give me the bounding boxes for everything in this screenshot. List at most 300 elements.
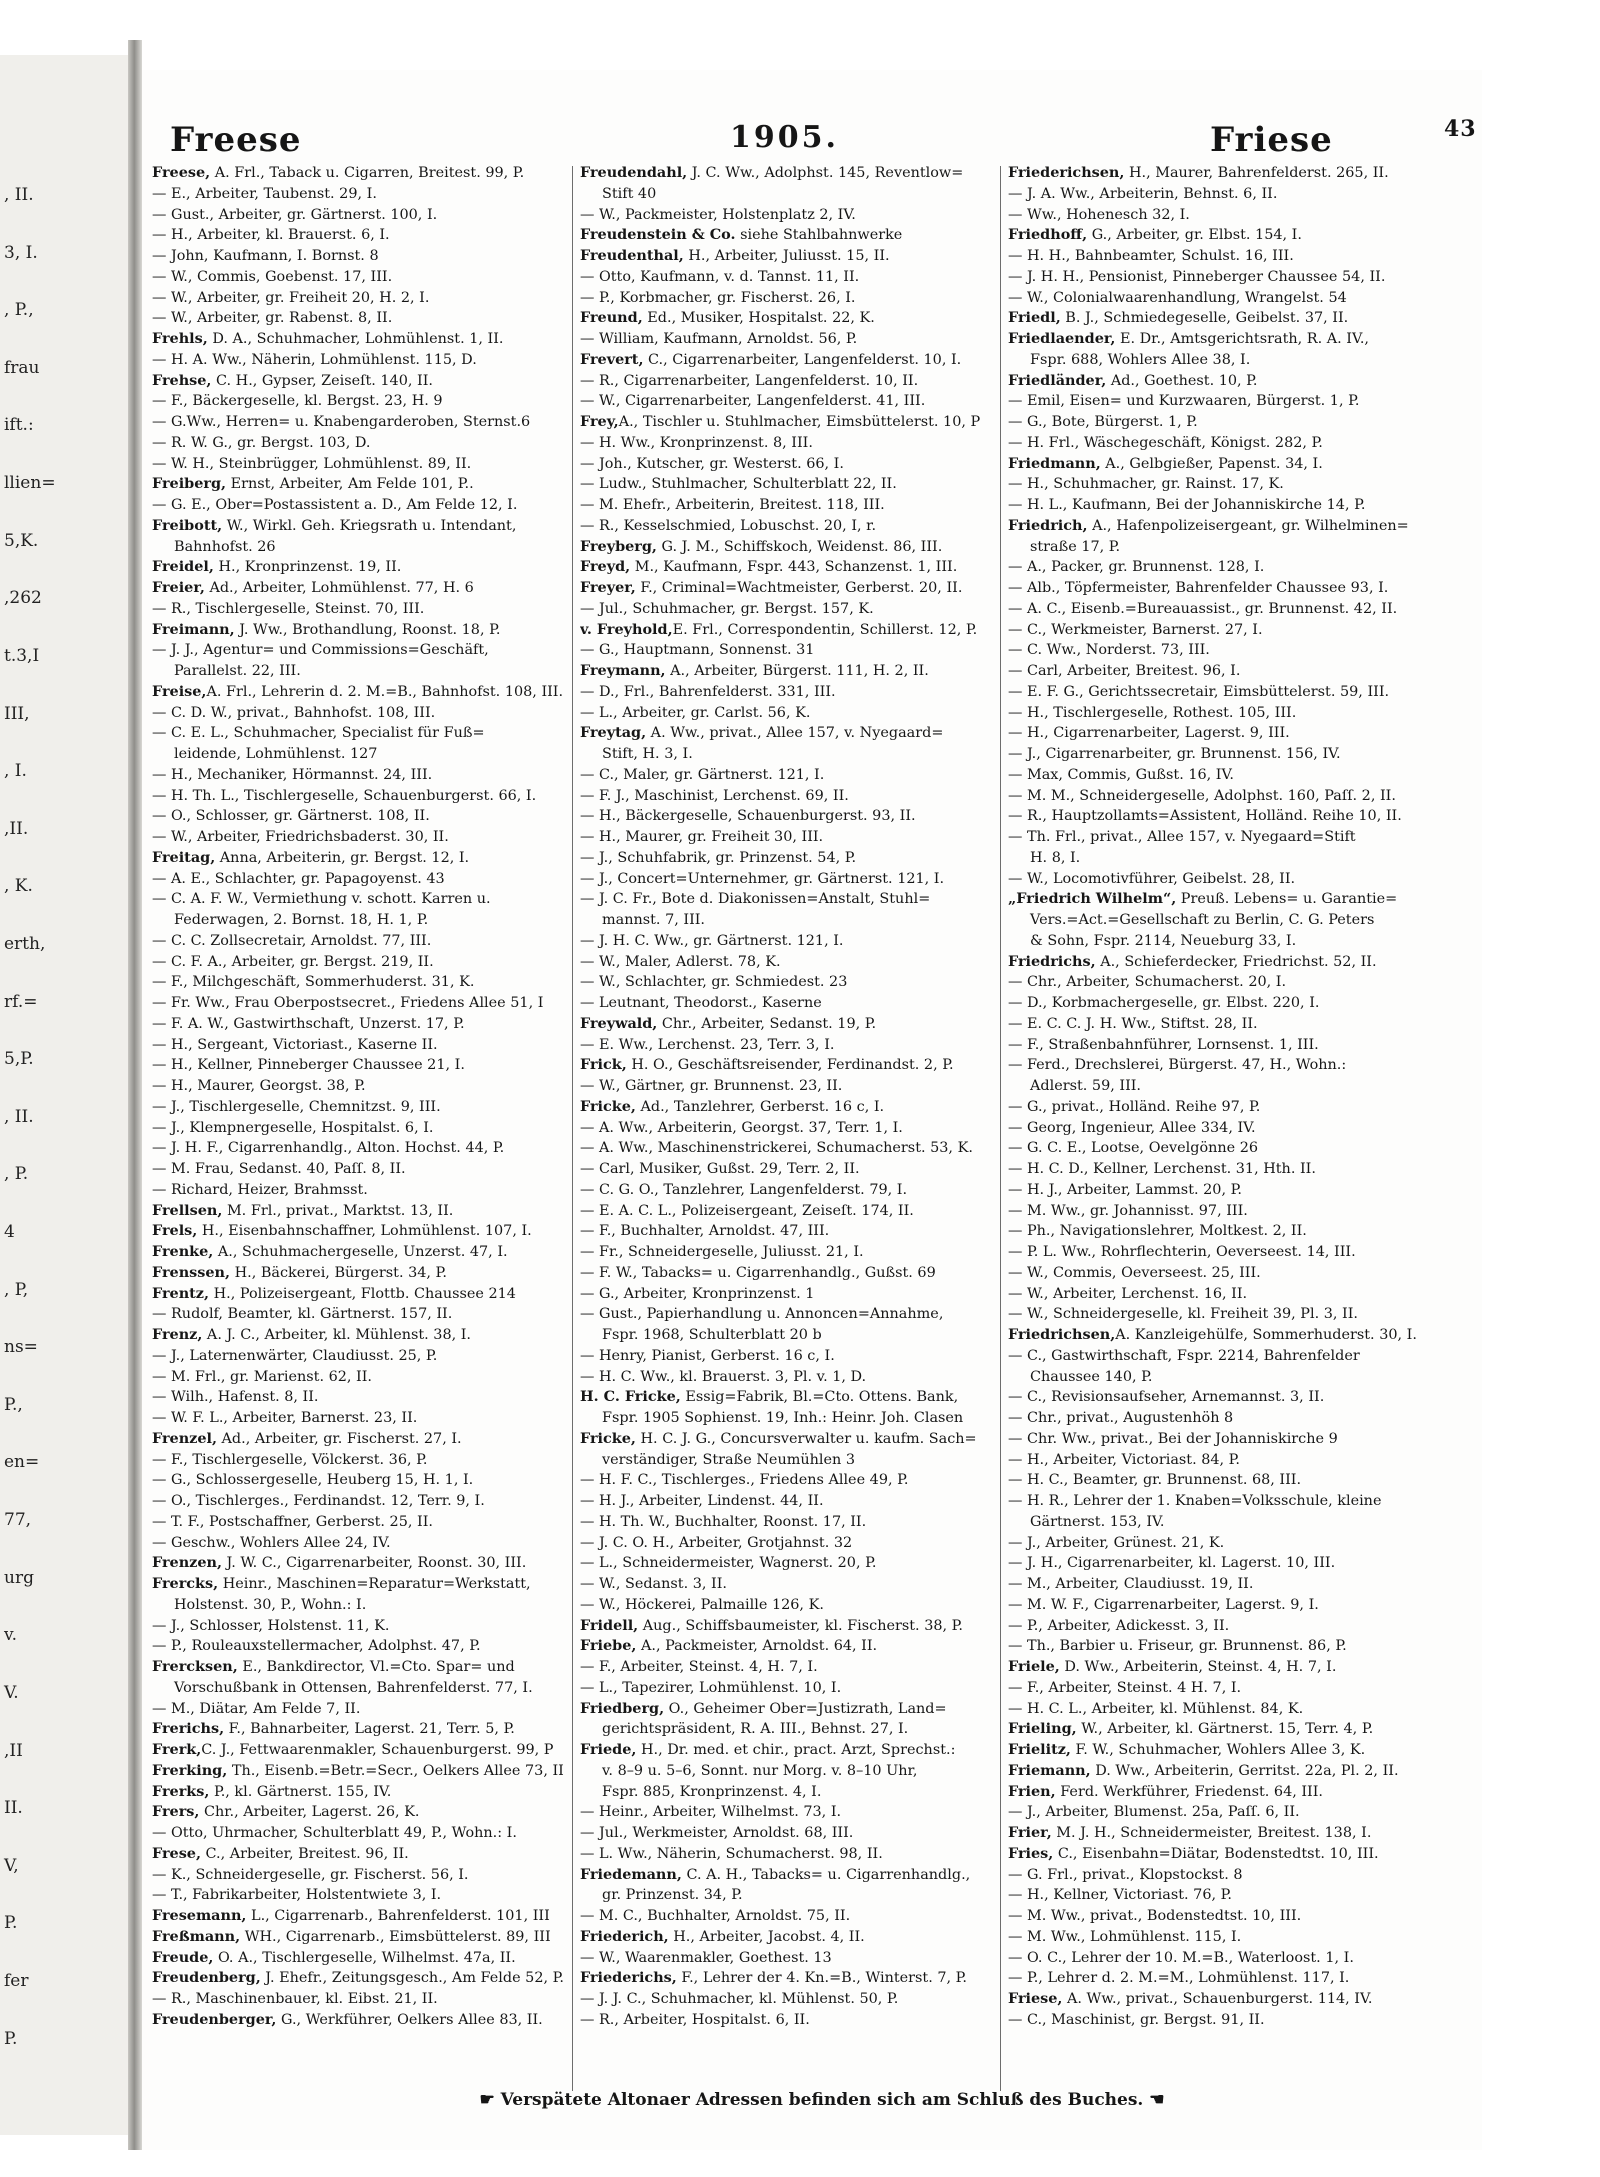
- directory-entry-head: [1008, 1782, 1423, 1803]
- surname: Frerk,: [152, 1741, 202, 1758]
- directory-entry: [1008, 1159, 1423, 1180]
- entry-text: — W., Colonialwaarenhandlung, Wrangelst. 54: [1008, 289, 1347, 306]
- entry-text: — J. H. H., Pensionist, Pinneberger Chaussee 54, II.: [1008, 268, 1386, 285]
- entry-text: — R., Cigarrenarbeiter, Langenfelderst. 10, II.: [580, 372, 919, 389]
- directory-entry-head: [152, 1719, 567, 1740]
- directory-entry: [152, 786, 567, 807]
- surname: Freudenberger,: [152, 2010, 277, 2028]
- entry-text: — H., Cigarrenarbeiter, Lagerst. 9, III.: [1008, 725, 1290, 742]
- directory-entry: [1008, 661, 1423, 682]
- entry-text: — L., Schneidermeister, Wagnerst. 20, P.: [580, 1555, 877, 1572]
- directory-entry-head: [152, 1927, 567, 1948]
- entry-text: — H. Ww., Kronprinzenst. 8, III.: [580, 434, 813, 451]
- entry-text: — C., Revisionsaufseher, Arnemannst. 3, II.: [1008, 1389, 1325, 1406]
- entry-text: A., Gelbgießer, Papenst. 34, I.: [1100, 455, 1323, 472]
- directory-entry: [152, 744, 567, 765]
- entry-text: E. Dr., Amtsgerichtsrath, R. A. IV.,: [1115, 331, 1369, 347]
- directory-entry: [1008, 1242, 1423, 1263]
- entry-text: — Gust., Papierhandlung u. Annoncen=Annahme,: [580, 1306, 944, 1323]
- entry-text: Holstenst. 30, P., Wohn.: I.: [174, 1596, 367, 1613]
- entry-text: — L., Tapezirer, Lohmühlenst. 10, I.: [580, 1679, 842, 1696]
- surname: Freidel,: [152, 558, 214, 576]
- left-page-fragment: , K.: [4, 876, 33, 897]
- entry-text: — M. Ww., gr. Johannisst. 97, III.: [1008, 1202, 1248, 1219]
- directory-entry: [152, 1159, 567, 1180]
- directory-entry: [1008, 2010, 1423, 2031]
- surname: Freibott,: [152, 516, 223, 534]
- entry-text: — C., Gastwirthschaft, Fspr. 2214, Bahrenfelder: [1008, 1347, 1360, 1364]
- directory-entry: [152, 910, 567, 931]
- entry-text: — Wilh., Hafenst. 8, II.: [152, 1389, 319, 1406]
- entry-text: — M. Ww., privat., Bodenstedtst. 10, III.: [1008, 1908, 1302, 1924]
- directory-entry-head: [1008, 454, 1423, 475]
- entry-text: F., Bahnarbeiter, Lagerst. 21, Terr. 5, P.: [224, 1721, 515, 1738]
- directory-entry: [1008, 1574, 1423, 1595]
- entry-text: — O., Schlosser, gr. Gärtnerst. 108, II.: [152, 808, 430, 825]
- directory-entry: [1008, 1367, 1423, 1388]
- left-page-fragment: en=: [4, 1452, 40, 1473]
- directory-entry: [152, 806, 567, 827]
- entry-text: & Sohn, Fspr. 2114, Neueburg 33, I.: [1030, 932, 1297, 949]
- directory-entry: [580, 1595, 995, 1616]
- entry-text: — E. F. G., Gerichtssecretair, Eimsbüttelerst. 59, III.: [1008, 683, 1390, 700]
- left-page-fragment: P.: [4, 1913, 18, 1934]
- entry-text: Chr., Arbeiter, Lagerst. 26, K.: [199, 1804, 420, 1821]
- directory-entry: [1008, 599, 1423, 620]
- entry-text: — F., Arbeiter, Steinst. 4 H. 7, I.: [1008, 1679, 1242, 1696]
- entry-text: — W., Waarenmakler, Goethest. 13: [580, 1949, 832, 1966]
- surname: Freiberg,: [152, 475, 227, 493]
- directory-entry: [152, 412, 567, 433]
- surname: Fridell,: [580, 1616, 639, 1634]
- entry-text: Parallelst. 22, III.: [174, 663, 301, 679]
- directory-entry-head: [580, 1968, 995, 1989]
- directory-entry: [580, 910, 995, 931]
- left-page-fragment: , II.: [4, 185, 34, 205]
- surname: Frieling,: [1008, 1720, 1077, 1738]
- entry-text: — A. C., Eisenb.=Bureauassist., gr. Brunnenst. 42, II.: [1008, 600, 1398, 617]
- left-page-fragment: , I.: [4, 761, 27, 782]
- entry-text: — F., Milchgeschäft, Sommerhuderst. 31, K.: [152, 974, 475, 991]
- entry-text: — H. A. Ww., Näherin, Lohmühlenst. 115, D.: [152, 351, 477, 368]
- surname: Friedberg,: [580, 1699, 665, 1717]
- directory-entry: [1008, 806, 1423, 827]
- entry-text: — C. C. Zollsecretair, Arnoldst. 77, III.: [152, 932, 432, 949]
- directory-entry: [580, 391, 995, 412]
- entry-text: — J., Arbeiter, Grünest. 21, K.: [1008, 1534, 1225, 1551]
- entry-text: Federwagen, 2. Bornst. 18, H. 1, P.: [174, 912, 429, 928]
- directory-entry: [152, 661, 567, 682]
- directory-entry: [580, 806, 995, 827]
- entry-text: — Chr., privat., Augustenhöh 8: [1008, 1410, 1234, 1426]
- directory-entry: [152, 1533, 567, 1554]
- directory-entry-head: [580, 1865, 995, 1886]
- entry-text: — W., Schneidergeselle, kl. Freiheit 39, Pl. 3, II.: [1008, 1306, 1358, 1323]
- directory-entry: [1008, 205, 1423, 226]
- entry-text: H. 8, I.: [1030, 849, 1081, 866]
- entry-text: — W., Maler, Adlerst. 78, K.: [580, 953, 781, 970]
- directory-entry: [1008, 1263, 1423, 1284]
- entry-text: — Henry, Pianist, Gerberst. 16 c, I.: [580, 1347, 835, 1364]
- directory-entry: [580, 1284, 995, 1305]
- directory-entry-head: [152, 1740, 567, 1761]
- entry-text: Aug., Schiffsbaumeister, kl. Fischerst. 38, P.: [638, 1617, 963, 1634]
- directory-entry: [1008, 1304, 1423, 1325]
- entry-text: — Th. Frl., privat., Allee 157, v. Nyegaard=Stift: [1008, 829, 1356, 845]
- entry-text: — M. W. F., Cigarrenarbeiter, Lagerst. 9, I.: [1008, 1596, 1319, 1613]
- entry-text: — C. Ww., Norderst. 73, III.: [1008, 642, 1210, 659]
- entry-text: Ernst, Arbeiter, Am Felde 101, P..: [226, 476, 474, 493]
- directory-entry: [152, 1118, 567, 1139]
- directory-entry: [152, 765, 567, 786]
- directory-entry: [580, 1885, 995, 1906]
- left-page-fragment: ,262: [4, 588, 42, 609]
- entry-text: H., Bäckerei, Bürgerst. 34, P.: [230, 1264, 447, 1281]
- directory-entry-head: [152, 1242, 567, 1263]
- directory-entry: [580, 1408, 995, 1429]
- surname: Friedländer,: [1008, 371, 1107, 389]
- entry-text: Chr., Arbeiter, Sedanst. 19, P.: [657, 1015, 877, 1032]
- surname: Freywald,: [580, 1014, 658, 1032]
- directory-entry: [580, 765, 995, 786]
- entry-text: Gärtnerst. 153, IV.: [1030, 1513, 1165, 1530]
- entry-text: — J. A. Ww., Arbeiterin, Behnst. 6, II.: [1008, 185, 1278, 202]
- surname: Frenssen,: [152, 1263, 230, 1281]
- entry-text: P., kl. Gärtnerst. 155, IV.: [209, 1783, 392, 1800]
- directory-entry: [1008, 1180, 1423, 1201]
- entry-text: C., Cigarrenarbeiter, Langenfelderst. 10, I.: [643, 351, 962, 368]
- directory-entry: [152, 1595, 567, 1616]
- entry-text: — Otto, Uhrmacher, Schulterblatt 49, P., Wohn.: I.: [152, 1825, 517, 1841]
- directory-entry: [580, 1076, 995, 1097]
- surname: Friedlaender,: [1008, 330, 1116, 347]
- directory-entry-head: [580, 1387, 995, 1408]
- directory-entry-head: [1008, 516, 1423, 537]
- surname: Frier,: [1008, 1824, 1052, 1841]
- entry-text: — H., Maurer, gr. Freiheit 30, III.: [580, 829, 824, 845]
- column-3: [1008, 163, 1423, 2031]
- entry-text: straße 17, P.: [1030, 538, 1121, 555]
- entry-text: B. J., Schmiedegeselle, Geibelst. 37, II.: [1060, 310, 1349, 327]
- entry-text: — M., Arbeiter, Claudiusst. 19, II.: [1008, 1576, 1254, 1592]
- directory-entry-head: [580, 163, 995, 184]
- entry-text: M., Kaufmann, Fspr. 443, Schanzenst. 1, III.: [630, 559, 958, 576]
- surname: Friedmann,: [1008, 454, 1101, 472]
- surname: Frevert,: [580, 350, 644, 368]
- directory-entry: [1008, 1968, 1423, 1989]
- directory-entry: [152, 454, 567, 475]
- directory-entry-head: [580, 1740, 995, 1761]
- entry-text: — R., Tischlergeselle, Steinst. 70, III.: [152, 600, 425, 617]
- directory-entry: [580, 371, 995, 392]
- entry-text: Bahnhofst. 26: [174, 538, 276, 555]
- directory-entry: [152, 1387, 567, 1408]
- directory-entry: [152, 599, 567, 620]
- entry-text: — Chr. Ww., privat., Bei der Johanniskirche 9: [1008, 1430, 1338, 1447]
- entry-text: — Max, Commis, Gußst. 16, IV.: [1008, 766, 1234, 783]
- right-running-header: Friese: [1210, 120, 1333, 160]
- directory-entry: [152, 889, 567, 910]
- directory-entry: [152, 1616, 567, 1637]
- surname: Frercks,: [152, 1575, 219, 1592]
- entry-text: Vorschußbank in Ottensen, Bahrenfelderst. 77, I.: [174, 1679, 533, 1696]
- directory-entry: [580, 972, 995, 993]
- entry-text: — W., Gärtner, gr. Brunnenst. 23, II.: [580, 1078, 843, 1094]
- entry-text: H., Arbeiter, Jacobst. 4, II.: [668, 1928, 865, 1945]
- directory-entry: [1008, 1097, 1423, 1118]
- directory-entry: [580, 786, 995, 807]
- left-page-fragment: V.: [4, 1682, 19, 1703]
- entry-text: F., Lehrer der 4. Kn.=B., Winterst. 7, P.: [676, 1970, 967, 1987]
- surname: Frielitz,: [1008, 1741, 1071, 1758]
- directory-entry: [580, 1221, 995, 1242]
- entry-text: gerichtspräsident, R. A. III., Behnst. 27, I.: [602, 1721, 909, 1738]
- directory-entry: [1008, 1201, 1423, 1222]
- entry-text: — H. Frl., Wäschegeschäft, Königst. 282, P.: [1008, 434, 1323, 451]
- directory-entry: [1008, 1533, 1423, 1554]
- entry-text: A., Schuhmachergeselle, Unzerst. 47, I.: [213, 1244, 508, 1260]
- directory-entry-head: [580, 1616, 995, 1637]
- directory-entry: [580, 1346, 995, 1367]
- surname: Friedhoff,: [1008, 226, 1088, 244]
- surname: Fricke,: [580, 1429, 636, 1447]
- directory-entry-head: [152, 1968, 567, 1989]
- directory-entry-head: [152, 1657, 567, 1678]
- entry-text: A. Ww., privat., Allee 157, v. Nyegaard=: [646, 725, 944, 742]
- directory-entry-head: [152, 1761, 567, 1782]
- entry-text: — C. A. F. W., Vermiethung v. schott. Karren u.: [152, 891, 491, 908]
- entry-text: Stift 40: [602, 185, 657, 202]
- directory-entry: [580, 1263, 995, 1284]
- entry-text: Fspr. 1905 Sophienst. 19, Inh.: Heinr. Joh. Clasen: [602, 1410, 964, 1426]
- entry-text: — M. Ww., Lohmühlenst. 115, I.: [1008, 1928, 1242, 1945]
- entry-text: — H., Arbeiter, kl. Brauerst. 6, I.: [152, 227, 390, 244]
- directory-entry: [152, 1055, 567, 1076]
- directory-entry: [1008, 1076, 1423, 1097]
- surname: Freyer,: [580, 579, 636, 596]
- surname: Friederich,: [580, 1927, 669, 1945]
- surname: Frerks,: [152, 1782, 210, 1800]
- entry-text: — H., Sergeant, Victoriast., Kaserne II.: [152, 1036, 438, 1053]
- entry-text: — John, Kaufmann, I. Bornst. 8: [152, 248, 379, 264]
- directory-entry: [1008, 474, 1423, 495]
- directory-entry: [152, 1097, 567, 1118]
- directory-entry: [152, 1989, 567, 2010]
- directory-entry: [1008, 1138, 1423, 1159]
- entry-text: — P., Arbeiter, Adickesst. 3, II.: [1008, 1617, 1230, 1634]
- directory-entry: [580, 1678, 995, 1699]
- entry-text: — C., Werkmeister, Barnerst. 27, I.: [1008, 621, 1263, 638]
- entry-text: — Otto, Kaufmann, v. d. Tannst. 11, II.: [580, 268, 860, 285]
- directory-entry: [1008, 869, 1423, 890]
- entry-text: — W., Arbeiter, Lerchenst. 16, II.: [1008, 1285, 1248, 1302]
- entry-text: A., Packmeister, Arnoldst. 64, II.: [636, 1638, 878, 1655]
- directory-entry-head: [1008, 163, 1423, 184]
- surname: Freudenberg,: [152, 1969, 261, 1987]
- directory-entry: [1008, 184, 1423, 205]
- column-divider: [1000, 166, 1001, 2091]
- directory-entry: [152, 1450, 567, 1471]
- directory-entry-head: [152, 1284, 567, 1305]
- directory-entry: [580, 1325, 995, 1346]
- directory-entry: [1008, 1927, 1423, 1948]
- surname: Frehse,: [152, 371, 212, 389]
- entry-text: — H., Mechaniker, Hörmannst. 24, III.: [152, 766, 433, 783]
- entry-text: — Emil, Eisen= und Kurzwaaren, Bürgerst. 1, P.: [1008, 393, 1360, 410]
- surname: Freudenstein & Co.: [580, 226, 736, 244]
- directory-entry: [580, 516, 995, 537]
- directory-entry: [580, 640, 995, 661]
- directory-entry: [1008, 1595, 1423, 1616]
- entry-text: — F., Straßenbahnführer, Lornsenst. 1, III.: [1008, 1036, 1319, 1053]
- entry-text: — K., Schneidergeselle, gr. Fischerst. 56, I.: [152, 1866, 469, 1883]
- entry-text: v. 8–9 u. 5–6, Sonnt. nur Morg. v. 8–10 Uhr,: [602, 1762, 918, 1779]
- directory-entry: [152, 640, 567, 661]
- surname: Freitag,: [152, 848, 216, 866]
- directory-entry: [580, 1989, 995, 2010]
- directory-entry: [580, 1657, 995, 1678]
- directory-entry: [1008, 972, 1423, 993]
- left-page-fragment: fer: [4, 1970, 29, 1991]
- left-running-header: Freese: [170, 120, 302, 160]
- entry-text: siehe Stahlbahnwerke: [735, 227, 903, 244]
- entry-text: — C., Maschinist, gr. Bergst. 91, II.: [1008, 2011, 1265, 2028]
- entry-text: — F. J., Maschinist, Lerchenst. 69, II.: [580, 787, 849, 804]
- entry-text: — A. E., Schlachter, gr. Papagoyenst. 43: [152, 870, 445, 887]
- entry-text: A. Frl., Lehrerin d. 2. M.=B., Bahnhofst. 108, III.: [206, 683, 564, 700]
- directory-entry: [580, 329, 995, 350]
- directory-entry: [1008, 910, 1423, 931]
- entry-text: — G., privat., Holländ. Reihe 97, P.: [1008, 1098, 1261, 1115]
- surname: Freudendahl,: [580, 164, 688, 181]
- directory-entry: [580, 1470, 995, 1491]
- entry-text: Ad., Arbeiter, gr. Fischerst. 27, I.: [216, 1430, 462, 1447]
- directory-entry-head: [152, 474, 567, 495]
- entry-text: — H. C. L., Arbeiter, kl. Mühlenst. 84, K.: [1008, 1700, 1304, 1717]
- entry-text: C., Eisenbahn=Diätar, Bodenstedtst. 10, III.: [1053, 1845, 1379, 1862]
- surname: Frenz,: [152, 1326, 203, 1343]
- entry-text: — H. R., Lehrer der 1. Knaben=Volksschule, kleine: [1008, 1493, 1382, 1509]
- directory-entry-head: [1008, 952, 1423, 973]
- directory-entry: [1008, 1470, 1423, 1491]
- directory-entry-head: [152, 1906, 567, 1927]
- surname: Frercksen,: [152, 1658, 238, 1675]
- entry-text: A. Ww., privat., Schauenburgerst. 114, IV.: [1062, 1991, 1373, 2007]
- directory-entry-head: [580, 1014, 995, 1035]
- entry-text: Fspr. 1968, Schulterblatt 20 b: [602, 1327, 822, 1343]
- surname: Friedemann,: [580, 1865, 682, 1883]
- directory-entry: [1008, 1802, 1423, 1823]
- directory-entry: [580, 1782, 995, 1803]
- entry-text: A. Frl., Taback u. Cigarren, Breitest. 99, P.: [210, 165, 525, 181]
- surname: Frick,: [580, 1056, 627, 1074]
- entry-text: J. W. C., Cigarrenarbeiter, Roonst. 30, III.: [221, 1555, 527, 1572]
- entry-text: — H., Schuhmacher, gr. Rainst. 17, K.: [1008, 476, 1284, 493]
- directory-entry: [1008, 267, 1423, 288]
- directory-entry: [1008, 391, 1423, 412]
- entry-text: H., Dr. med. et chir., pract. Arzt, Sprechst.:: [636, 1742, 956, 1758]
- directory-entry: [580, 184, 995, 205]
- directory-entry: [580, 1512, 995, 1533]
- entry-text: — W., Arbeiter, Friedrichsbaderst. 30, II.: [152, 829, 449, 845]
- surname: Frenzen,: [152, 1554, 222, 1572]
- entry-text: — William, Kaufmann, Arnoldst. 56, P.: [580, 331, 858, 347]
- surname: Friedrichsen,: [1008, 1326, 1116, 1343]
- entry-text: — O., Tischlerges., Ferdinandst. 12, Terr. 9, I.: [152, 1493, 485, 1509]
- surname: Frers,: [152, 1803, 200, 1821]
- entry-text: — C., Maler, gr. Gärtnerst. 121, I.: [580, 766, 825, 783]
- directory-entry: [152, 1408, 567, 1429]
- entry-text: E. Frl., Correspondentin, Schillerst. 12, P.: [672, 621, 978, 638]
- directory-entry-head: [580, 661, 995, 682]
- directory-entry: [580, 952, 995, 973]
- directory-entry-head: [580, 225, 995, 246]
- entry-text: — H., Kellner, Victoriast. 76, P.: [1008, 1887, 1232, 1904]
- entry-text: — Ph., Navigationslehrer, Moltkest. 2, II.: [1008, 1223, 1307, 1240]
- directory-entry: [580, 1118, 995, 1139]
- entry-text: — P., Korbmacher, gr. Fischerst. 26, I.: [580, 289, 856, 306]
- directory-entry: [1008, 703, 1423, 724]
- entry-text: — J. H. C. Ww., gr. Gärtnerst. 121, I.: [580, 932, 844, 949]
- entry-text: M. J. H., Schneidermeister, Breitest. 138, I.: [1051, 1825, 1372, 1841]
- entry-text: F., Criminal=Wachtmeister, Gerberst. 20, II.: [635, 580, 963, 596]
- directory-entry: [580, 1906, 995, 1927]
- entry-text: — H., Bäckergeselle, Schauenburgerst. 93, II.: [580, 808, 916, 825]
- directory-entry: [152, 205, 567, 226]
- entry-text: Ad., Goethest. 10, P.: [1106, 372, 1258, 389]
- left-page-fragment: frau: [4, 357, 40, 378]
- surname: Friedrichs,: [1008, 952, 1096, 970]
- directory-entry: [152, 537, 567, 558]
- pointing-hand-left-icon: ☚: [1149, 2090, 1165, 2110]
- entry-text: WH., Cigarrenarb., Eimsbüttelerst. 89, III: [240, 1928, 551, 1945]
- entry-text: — Leutnant, Theodorst., Kaserne: [580, 995, 822, 1011]
- left-page-fragment: , P.: [4, 1164, 29, 1185]
- surname: Frerking,: [152, 1761, 228, 1779]
- surname: Friederichs,: [580, 1969, 677, 1987]
- entry-text: — R. W. G., gr. Bergst. 103, D.: [152, 434, 371, 451]
- surname: Friebe,: [580, 1637, 637, 1655]
- directory-entry-head: [1008, 308, 1423, 329]
- entry-text: — W., Locomotivführer, Geibelst. 28, II.: [1008, 870, 1296, 887]
- directory-entry-head: [580, 246, 995, 267]
- directory-entry: [152, 952, 567, 973]
- directory-entry: [152, 495, 567, 516]
- directory-entry-head: [152, 1263, 567, 1284]
- left-page-fragment: rf.=: [4, 991, 38, 1012]
- entry-text: O. A., Tischlergeselle, Wilhelmst. 47a, II.: [213, 1949, 516, 1966]
- entry-text: — M. Frau, Sedanst. 40, Paſſ. 8, II.: [152, 1161, 406, 1177]
- directory-entry-head: [152, 1844, 567, 1865]
- entry-text: — G., Arbeiter, Kronprinzenst. 1: [580, 1285, 815, 1302]
- entry-text: Chaussee 140, P.: [1030, 1368, 1153, 1385]
- entry-text: — F. A. W., Gastwirthschaft, Unzerst. 17, P.: [152, 1015, 465, 1032]
- entry-text: — R., Maschinenbauer, kl. Eibst. 21, II.: [152, 1991, 438, 2007]
- entry-text: — Alb., Töpfermeister, Bahrenfelder Chaussee 93, I.: [1008, 580, 1389, 596]
- directory-entry: [152, 1699, 567, 1720]
- surname: Freise,: [152, 682, 207, 700]
- entry-text: — Richard, Heizer, Brahmsst.: [152, 1181, 368, 1198]
- column-divider: [572, 166, 573, 2091]
- directory-entry: [152, 184, 567, 205]
- year-header: 1905.: [730, 120, 839, 155]
- entry-text: — J., Arbeiter, Blumenst. 25a, Paſſ. 6, II.: [1008, 1804, 1300, 1821]
- entry-text: G. J. M., Schiffskoch, Weidenst. 86, III.: [656, 538, 943, 555]
- directory-entry-head: [1008, 889, 1423, 910]
- entry-text: — J., Tischlergeselle, Chemnitzst. 9, III.: [152, 1098, 441, 1115]
- directory-entry: [1008, 1512, 1423, 1533]
- surname: Frerichs,: [152, 1720, 225, 1738]
